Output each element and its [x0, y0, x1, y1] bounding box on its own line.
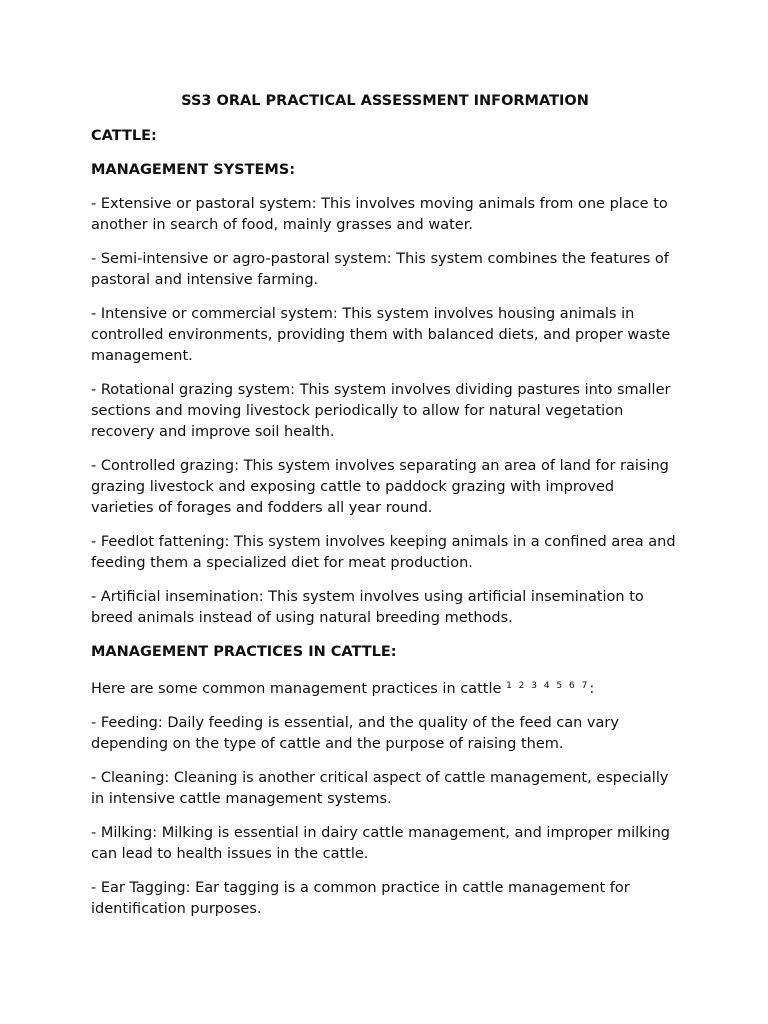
practices-intro-text: Here are some common management practices in cattle	[91, 681, 502, 697]
document-body	[91, 91, 679, 933]
reference-markers: 1 2 3 4 5 6 7	[506, 681, 590, 691]
system-artificial-insemination: - Artificial insemination: This system involves using artificial insemination to breed animals instead of using natural breeding methods.	[91, 589, 644, 626]
section-heading-cattle: CATTLE:	[91, 128, 157, 144]
heading-management-systems: MANAGEMENT SYSTEMS:	[91, 162, 296, 178]
system-semi-intensive: - Semi-intensive or agro-pastoral system: This system combines the features of pastoral and intensive farming.	[91, 251, 669, 288]
practice-cleaning: - Cleaning: Cleaning is another critical aspect of cattle management, especially in intensive cattle management systems.	[91, 770, 669, 807]
practice-milking: - Milking: Milking is essential in dairy cattle management, and improper milking can lead to health issues in the cattle.	[91, 825, 670, 862]
system-rotational-grazing: - Rotational grazing system: This system involves dividing pastures into smaller sections and moving livestock periodically to allow for natural vegetation recovery and improve soil health.	[91, 382, 671, 440]
practice-ear-tagging: - Ear Tagging: Ear tagging is a common practice in cattle management for identification purposes.	[91, 880, 630, 917]
system-feedlot-fattening: - Feedlot fattening: This system involves keeping animals in a confined area and feeding them a specialized diet for meat production.	[91, 534, 676, 571]
document-title: SS3 ORAL PRACTICAL ASSESSMENT INFORMATION	[181, 93, 589, 109]
system-intensive: - Intensive or commercial system: This system involves housing animals in controlled environments, providing them with balanced diets, and proper waste management.	[91, 306, 671, 364]
system-extensive: - Extensive or pastoral system: This involves moving animals from one place to another in search of food, mainly grasses and water.	[91, 196, 668, 233]
heading-management-practices: MANAGEMENT PRACTICES IN CATTLE:	[91, 644, 397, 660]
system-controlled-grazing: - Controlled grazing: This system involves separating an area of land for raising grazing livestock and exposing cattle to paddock grazing with improved varieties of forages and fodders all year round.	[91, 458, 669, 516]
practices-intro	[91, 676, 679, 700]
practices-intro-colon: :	[589, 681, 595, 697]
practice-feeding: - Feeding: Daily feeding is essential, and the quality of the feed can vary depending on the type of cattle and the purpose of raising them.	[91, 715, 619, 752]
